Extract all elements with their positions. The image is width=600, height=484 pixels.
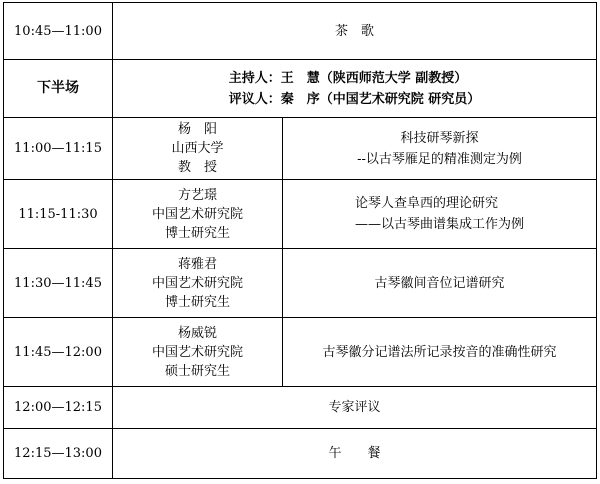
topic-block bbox=[355, 193, 524, 235]
reviewer-line: 评议人：秦 序（中国艺术研究院 研究员） bbox=[228, 91, 481, 107]
speaker-org: 中国艺术研究院 bbox=[151, 344, 243, 360]
session-row bbox=[4, 180, 597, 249]
speaker-title: 教 授 bbox=[177, 160, 217, 175]
topic-title: 论琴人查阜西的理论研究 bbox=[355, 196, 499, 211]
session-time: 11:45—12:00 bbox=[4, 318, 113, 387]
speaker-title: 博士研究生 bbox=[164, 294, 230, 310]
session-time: 11:15-11:30 bbox=[4, 180, 113, 249]
session-row bbox=[4, 118, 597, 180]
speaker-name: 杨 阳 bbox=[177, 122, 217, 137]
speaker-title: 博士研究生 bbox=[164, 225, 230, 241]
review-label: 专家评议 bbox=[113, 387, 597, 429]
second-half-label: 下半场 bbox=[4, 60, 113, 118]
tea-row bbox=[4, 3, 597, 60]
second-half-row bbox=[4, 60, 597, 118]
session-row bbox=[4, 318, 597, 387]
review-time: 12:00—12:15 bbox=[4, 387, 113, 429]
session-speaker-cell bbox=[113, 118, 283, 180]
lunch-row bbox=[4, 429, 597, 479]
tea-label: 茶 歌 bbox=[113, 3, 597, 60]
session-time: 11:30—11:45 bbox=[4, 249, 113, 318]
speaker-name: 方艺璟 bbox=[177, 187, 217, 203]
topic-subtitle: --以古琴雁足的精准测定为例 bbox=[357, 151, 522, 167]
session-time: 11:00—11:15 bbox=[4, 118, 113, 180]
session-row bbox=[4, 249, 597, 318]
speaker-name: 蒋雅君 bbox=[177, 256, 217, 272]
speaker-org: 山西大学 bbox=[171, 141, 224, 156]
topic-subtitle: ——以古琴曲谱集成工作为例 bbox=[355, 217, 525, 232]
session-topic-cell bbox=[283, 180, 597, 249]
session-topic-cell: 古琴徽分记谱法所记录按音的准确性研究 bbox=[283, 318, 597, 387]
chair-cell bbox=[113, 60, 597, 118]
speaker-title: 硕士研究生 bbox=[164, 363, 230, 379]
chair-line: 主持人：王 慧（陕西师范大学 副教授） bbox=[228, 70, 468, 86]
chair-block bbox=[229, 68, 481, 110]
session-speaker-cell bbox=[113, 249, 283, 318]
session-speaker-cell bbox=[113, 180, 283, 249]
speaker-org: 中国艺术研究院 bbox=[151, 275, 243, 291]
review-row bbox=[4, 387, 597, 429]
schedule-table bbox=[3, 2, 597, 479]
speaker-org: 中国艺术研究院 bbox=[151, 206, 243, 222]
lunch-label: 午 餐 bbox=[113, 429, 597, 479]
session-topic-cell bbox=[283, 118, 597, 180]
topic-block bbox=[357, 128, 522, 170]
speaker-name: 杨威锐 bbox=[177, 325, 217, 341]
lunch-time: 12:15—13:00 bbox=[4, 429, 113, 479]
session-speaker-cell bbox=[113, 318, 283, 387]
topic-title: 科技研琴新探 bbox=[400, 130, 479, 146]
session-topic-cell: 古琴徽间音位记谱研究 bbox=[283, 249, 597, 318]
tea-time: 10:45—11:00 bbox=[4, 3, 113, 60]
